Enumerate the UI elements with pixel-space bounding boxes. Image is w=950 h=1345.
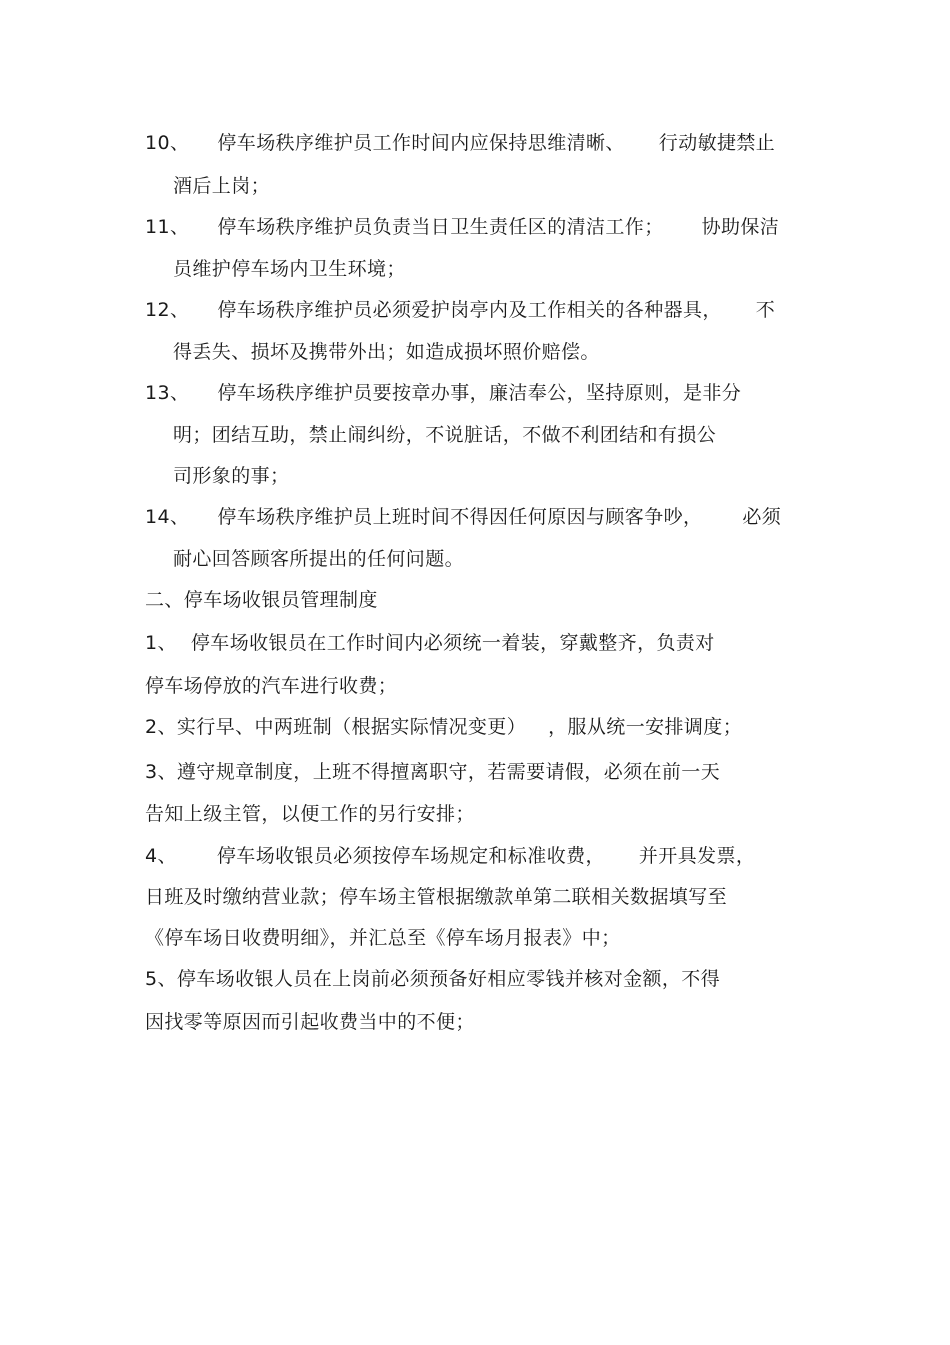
item-text: 停车场秩序维护员上班时间不得因任何原因与顾客争吵， xyxy=(217,506,703,528)
item-number: 2、 xyxy=(145,716,177,738)
item-14-line-2: 耐心回答顾客所提出的任何问题。 xyxy=(173,548,465,570)
item-number: 3、 xyxy=(145,761,177,783)
item-14-line-1 xyxy=(145,504,781,530)
item-text: 停车场秩序维护员要按章办事，廉洁奉公，坚持原则，是非分 xyxy=(217,382,742,404)
item-number: 12、 xyxy=(145,299,190,321)
item-11-line-1 xyxy=(145,214,779,240)
item-number: 14、 xyxy=(145,506,190,528)
part2-item-3-line-1 xyxy=(145,759,720,785)
item-text: 停车场收银员在工作时间内必须统一着装，穿戴整齐，负责对 xyxy=(190,632,715,654)
item-text: 遵守规章制度，上班不得擅离职守，若需要请假，必须在前一天 xyxy=(176,761,721,783)
item-number: 10、 xyxy=(145,132,190,154)
section-heading: 二、停车场收银员管理制度 xyxy=(145,589,378,611)
part2-item-4-line-3: 《停车场日收费明细》，并汇总至《停车场月报表》中； xyxy=(145,927,621,949)
part2-item-2-line-1 xyxy=(145,714,742,740)
item-number: 5、 xyxy=(145,968,177,990)
item-11-line-2: 员维护停车场内卫生环境； xyxy=(173,258,406,280)
item-13-line-2: 明；团结互助，禁止闹纠纷，不说脏话，不做不利团结和有损公 xyxy=(173,424,717,446)
item-12-line-1 xyxy=(145,297,775,323)
item-text: 实行早、中两班制（根据实际情况变更） xyxy=(176,716,527,738)
item-text: 停车场秩序维护员必须爱护岗亭内及工作相关的各种器具， xyxy=(217,299,722,321)
item-text: 必须 xyxy=(742,506,782,528)
item-number: 4、 xyxy=(145,845,177,867)
part2-item-1-line-2: 停车场停放的汽车进行收费； xyxy=(145,675,398,697)
item-text: 停车场秩序维护员负责当日卫生责任区的清洁工作； xyxy=(217,216,664,238)
item-text: 停车场秩序维护员工作时间内应保持思维清晰、 xyxy=(217,132,625,154)
part2-item-4-line-1 xyxy=(145,843,755,869)
item-text: 协助保洁 xyxy=(701,216,780,238)
part2-item-1-line-1 xyxy=(145,630,715,656)
item-text: ，服从统一安排调度； xyxy=(548,716,743,738)
item-13-line-1 xyxy=(145,380,741,406)
item-10-line-1 xyxy=(145,130,775,156)
item-13-line-3: 司形象的事； xyxy=(173,465,290,487)
item-text: 行动敏捷禁止 xyxy=(658,132,776,154)
item-text: 停车场收银人员在上岗前必须预备好相应零钱并核对金额，不得 xyxy=(176,968,721,990)
item-text: 停车场收银员必须按停车场规定和标准收费， xyxy=(216,845,605,867)
item-number: 1、 xyxy=(145,632,177,654)
item-10-line-2: 酒后上岗； xyxy=(173,175,271,197)
part2-item-5-line-2: 因找零等原因而引起收费当中的不便； xyxy=(145,1011,475,1033)
part2-item-3-line-2: 告知上级主管，以便工作的另行安排； xyxy=(145,803,475,825)
item-text: 不 xyxy=(755,299,776,321)
item-number: 13、 xyxy=(145,382,190,404)
item-text: 并开具发票， xyxy=(638,845,756,867)
item-12-line-2: 得丢失、损坏及携带外出；如造成损坏照价赔偿。 xyxy=(173,341,600,363)
item-number: 11、 xyxy=(145,216,190,238)
part2-item-4-line-2: 日班及时缴纳营业款；停车场主管根据缴款单第二联相关数据填写至 xyxy=(145,886,728,908)
part2-item-5-line-1 xyxy=(145,966,720,992)
